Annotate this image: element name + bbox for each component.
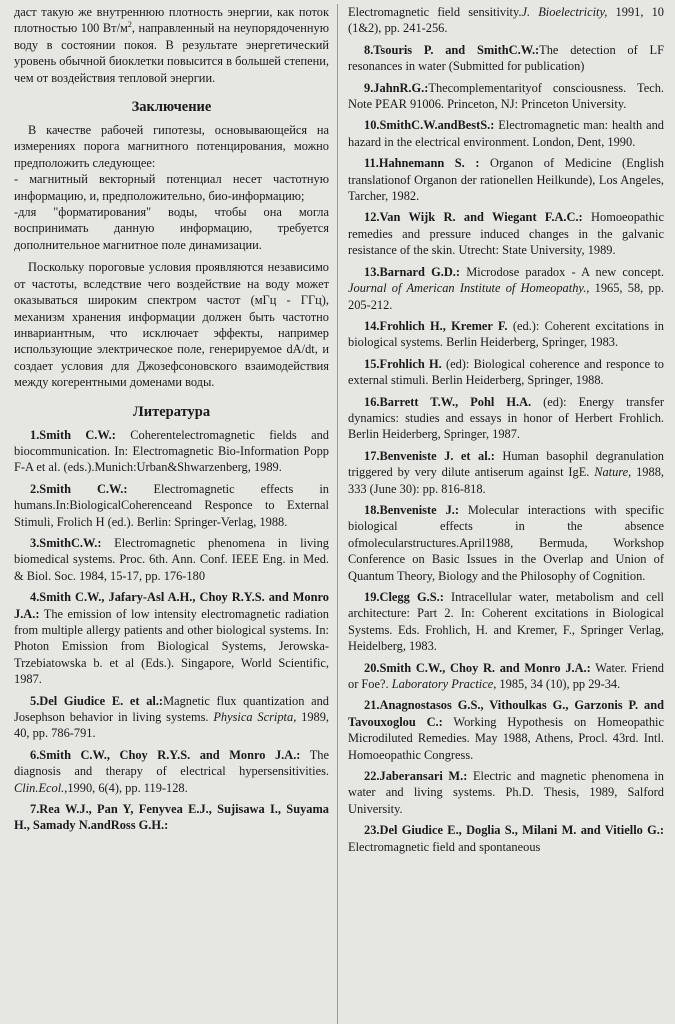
reference-text: Electromagnetic field and spontaneous — [348, 839, 541, 854]
reference-text: Electric and magnetic phenomena in water and living systems. Ph.D. Thesis, 1989, Salford University. — [348, 769, 664, 816]
reference-list-right — [348, 42, 664, 855]
reference-auth: Benveniste J. et al.: — [379, 448, 495, 463]
conclusion-paragraph-3: -для "форматирования" воды, чтобы она могла воспринимать данную информацию, требуется дополнительное магнитное поле динамизации. — [14, 205, 329, 252]
right-column — [337, 4, 668, 1024]
reference-auth: Smith C.W., Jafary-Asl A.H., Choy R.Y.S. and Monro J.A.: — [14, 590, 329, 621]
reference-auth: Jaberansari M.: — [379, 769, 468, 784]
reference-num: 18. — [364, 502, 380, 517]
reference-item — [348, 448, 664, 497]
reference-num: 1. — [30, 427, 40, 442]
reference-text: Water. Friend or Foe?. — [348, 660, 664, 692]
reference-after: 1965, 58, pp. 205-212. — [348, 281, 664, 312]
reference-text: The detection of LF resonances in water (Submitted for publication) — [348, 42, 664, 74]
reference-item — [348, 356, 664, 389]
reference-auth: Clegg G.S.: — [379, 590, 444, 604]
left-column — [6, 4, 337, 1024]
reference-auth: Van Wijk R. and Wiegant F.A.C.: — [379, 210, 583, 225]
conclusion-paragraph-2: - магнитный векторный потенциал несет частотную информацию, и, предположительно, био-информацию; — [14, 172, 329, 203]
reference-auth: SmithC.W.: — [39, 535, 102, 550]
reference-num: 4. — [30, 590, 40, 605]
reference-num: 6. — [30, 747, 40, 762]
reference-text: (ed): Energy transfer dynamics: studies and essays in honor of Herbert Frohlich. Berlin Heiderberg, Springer, 1987. — [348, 394, 664, 442]
reference-item — [348, 502, 664, 584]
reference-continuation: Electromagnetic field sensitivity.J. Bioelectricity, 1991, 10 (1&2), pp. 241-256. — [348, 5, 664, 36]
reference-item — [14, 747, 329, 796]
reference-text: Molecular interactions with specific biological effects in the absence ofmolecularstructures.April1988, Bermuda, Workshop Conference on Basic Issues in the Overlap and Union of Quantum Theory, Biology and the Philosophy of Cognition. — [348, 502, 664, 583]
reference-auth: Frohlich H. — [379, 356, 442, 371]
reference-num: 15. — [364, 356, 380, 371]
reference-text: Organon of Medicine (English translationof Organon der rationellen Heilkunde), Los Angeles, Tarcher, 1982. — [348, 156, 664, 204]
reference-num: 19. — [364, 590, 380, 604]
reference-after: 1989, 40, pp. 786-791. — [14, 710, 330, 741]
reference-auth: Benveniste J.: — [379, 502, 459, 517]
reference-text: The emission of low intensity electromagnetic radiation from multiple allergy patients and other biological systems. In: Photon Emission from Biological Systems, Jerowska-Trzebiatowska b. et al (Eds.). Singapore, World Scientific, 1987. — [14, 606, 329, 687]
reference-auth: SmithC.W.andBestS.: — [379, 118, 495, 133]
reference-text: The diagnosis and therapy of electrical hypersensitivities. — [14, 747, 329, 779]
reference-item — [14, 427, 329, 476]
reference-text: Electromagnetic effects in humans.In:BiologicalCoherenceand Responce to External Stimuli, Frolich H (ed.). Berlin: Springer-Verlag, 1988. — [14, 481, 329, 529]
reference-auth: Barrett T.W., Pohl H.A. — [379, 394, 532, 409]
reference-auth: Tsouris P. and SmithC.W.: — [373, 42, 540, 57]
reference-item — [14, 801, 329, 834]
reference-item — [348, 117, 664, 150]
reference-auth: Rea W.J., Pan Y, Fenyvea E.J., Sujisawa I., Suyama H., Samady N.andRoss G.H.: — [14, 802, 329, 833]
reference-auth: Frohlich H., Kremer F. — [379, 318, 508, 333]
reference-text: (ed.): Coherent excitations in biological systems. Berlin Heiderberg, Springer, 1983. — [348, 318, 664, 350]
reference-num: 2. — [30, 481, 40, 496]
reference-item — [348, 318, 664, 351]
reference-text: (ed): Biological coherence and responce to external stimuli. Berlin Heiderberg, Springer, 1988. — [348, 356, 664, 388]
reference-item — [348, 264, 664, 313]
reference-text: Human basophil degranulation triggered by very dilute antiserum against IgE. — [348, 448, 664, 480]
reference-text: Electromagnetic phenomena in living biomedical systems. Proc. 6th. Ann. Conf. IEEE Eng. in Med. & Biol. Soc. 1984, 15-17, pp. 176-180 — [14, 535, 329, 583]
reference-num: 16. — [364, 394, 380, 409]
reference-num: 7. — [30, 802, 40, 817]
reference-num: 9. — [364, 80, 374, 95]
reference-auth: Smith C.W.: — [39, 427, 116, 442]
reference-item — [348, 697, 664, 763]
reference-item — [348, 660, 664, 693]
reference-num: 20. — [364, 660, 380, 675]
reference-num: 22. — [364, 769, 380, 784]
reference-num: 10. — [364, 118, 380, 133]
reference-num: 3. — [30, 535, 40, 550]
reference-text: Homoeopathic remedies and pressure induced changes in the galvanic resistance of the skin. Utrecht: State University, 1989. — [348, 210, 664, 258]
reference-after: 1990, 6(4), pp. 119-128. — [67, 780, 188, 795]
reference-jour: Clin.Ecol., — [14, 780, 68, 795]
reference-num: 12. — [364, 210, 380, 225]
reference-auth: Smith C.W., Choy R. and Monro J.A.: — [379, 660, 591, 675]
reference-item — [348, 80, 664, 113]
reference-jour: Laboratory Practice, — [391, 677, 497, 692]
reference-item — [14, 481, 329, 530]
reference-num: 13. — [364, 264, 380, 279]
reference-num: 11. — [364, 156, 379, 171]
references-heading: Литература — [132, 403, 211, 420]
reference-item — [348, 589, 664, 655]
reference-num: 14. — [364, 318, 380, 333]
reference-jour: Nature, — [594, 465, 632, 480]
reference-jour: Journal of American Institute of Homeopathy., — [348, 281, 590, 296]
conclusion-paragraph-4: Поскольку пороговые условия проявляются независимо от частоты, вследствие чего воздействие на воду может оказываться широким спектром частот (мГц - ГГц), механизм хранения информации должен быть частотно инвариантным, что исключает эффекты, например использующие электрическое поле, генерируемое dA/dt, и создает условия для Джозефсоновского взаимодействия между когерентными доменами воды. — [14, 260, 329, 390]
intro-paragraph: даст такую же внутреннюю плотность энергии, как поток плотностью 100 $Вт/м^2$, направленный на неупорядоченную воду в состоянии покоя. В результате энергетический уровень обычной биоклетки повысится в большей степени, чем от воздействия тепловой энергии. — [14, 5, 329, 85]
reference-auth: Hahnemann S. : — [378, 156, 480, 171]
reference-auth: JahnR.G.: — [373, 80, 429, 95]
reference-item — [348, 155, 664, 204]
reference-auth: Smith C.W., Choy R.Y.S. and Monro J.A.: — [39, 747, 301, 762]
reference-after: 1985, 34 (10), pp 29-34. — [496, 677, 621, 692]
reference-text: Thecomplementarityof consciousness. Tech. Note PEAR 91006. Princeton, NJ: Princeton University. — [348, 80, 664, 112]
reference-num: 17. — [364, 448, 380, 463]
reference-num: 5. — [30, 693, 40, 708]
reference-text: Electromagnetic man: health and hazard in the electrical environment. London, Dent, 1990. — [348, 118, 664, 149]
reference-text: Magnetic flux quantization and Josephson behavior in living systems. — [14, 693, 329, 725]
reference-after: 1988, 333 (June 30): pp. 816-818. — [348, 465, 664, 496]
conclusion-heading: Заключение — [131, 99, 212, 116]
reference-jour: Physica Scripta, — [213, 710, 297, 725]
reference-auth: Barnard G.D.: — [379, 264, 461, 279]
reference-num: 8. — [364, 42, 374, 57]
conclusion-paragraph-1: В качестве рабочей гипотезы, основывающейся на измерениях порога магнитного потенцирования, можно предположить следующее: — [14, 123, 329, 170]
reference-num: 21. — [364, 698, 380, 713]
reference-list-left — [14, 427, 329, 834]
reference-auth: Smith C.W.: — [39, 481, 128, 496]
reference-num: 23. — [364, 823, 380, 838]
reference-item — [348, 394, 664, 443]
reference-text: Coherentelectromagnetic fields and biocommunication. In: Electromagnetic Bio-Information Popp F-A et al. (eds.).Munich:Urban&Shwarzenberg, 1989. — [14, 427, 330, 475]
reference-item — [348, 822, 664, 855]
reference-auth: Del Giudice E., Doglia S., Milani M. and Vitiello G.: — [379, 823, 664, 838]
reference-item — [14, 535, 329, 584]
reference-item — [348, 768, 664, 817]
reference-text: Working Hypothesis on Homeopathic Microdiluted Remedies. May 1988, Athens, Procl. 43rd. Intl. Homoeopathic Congress. — [348, 714, 664, 762]
reference-text: Intracellular water, metabolism and cell architecture: Part 2. In: Coherent excitations in Biological Systems. Eds. Frohlich, H. and Kremer, F., Springer Verlag, Heidelberg, 1983. — [348, 590, 665, 654]
reference-auth: Anagnostasos G.S., Vithoulkas G., Garzonis P. and Tavouxoglou C.: — [348, 698, 664, 729]
reference-item — [14, 693, 329, 742]
reference-item — [14, 589, 329, 687]
reference-text: Microdose paradox - A new concept. — [460, 264, 664, 279]
reference-auth: Del Giudice E. et al.: — [39, 693, 164, 708]
reference-item — [348, 209, 664, 258]
reference-item — [348, 42, 664, 75]
